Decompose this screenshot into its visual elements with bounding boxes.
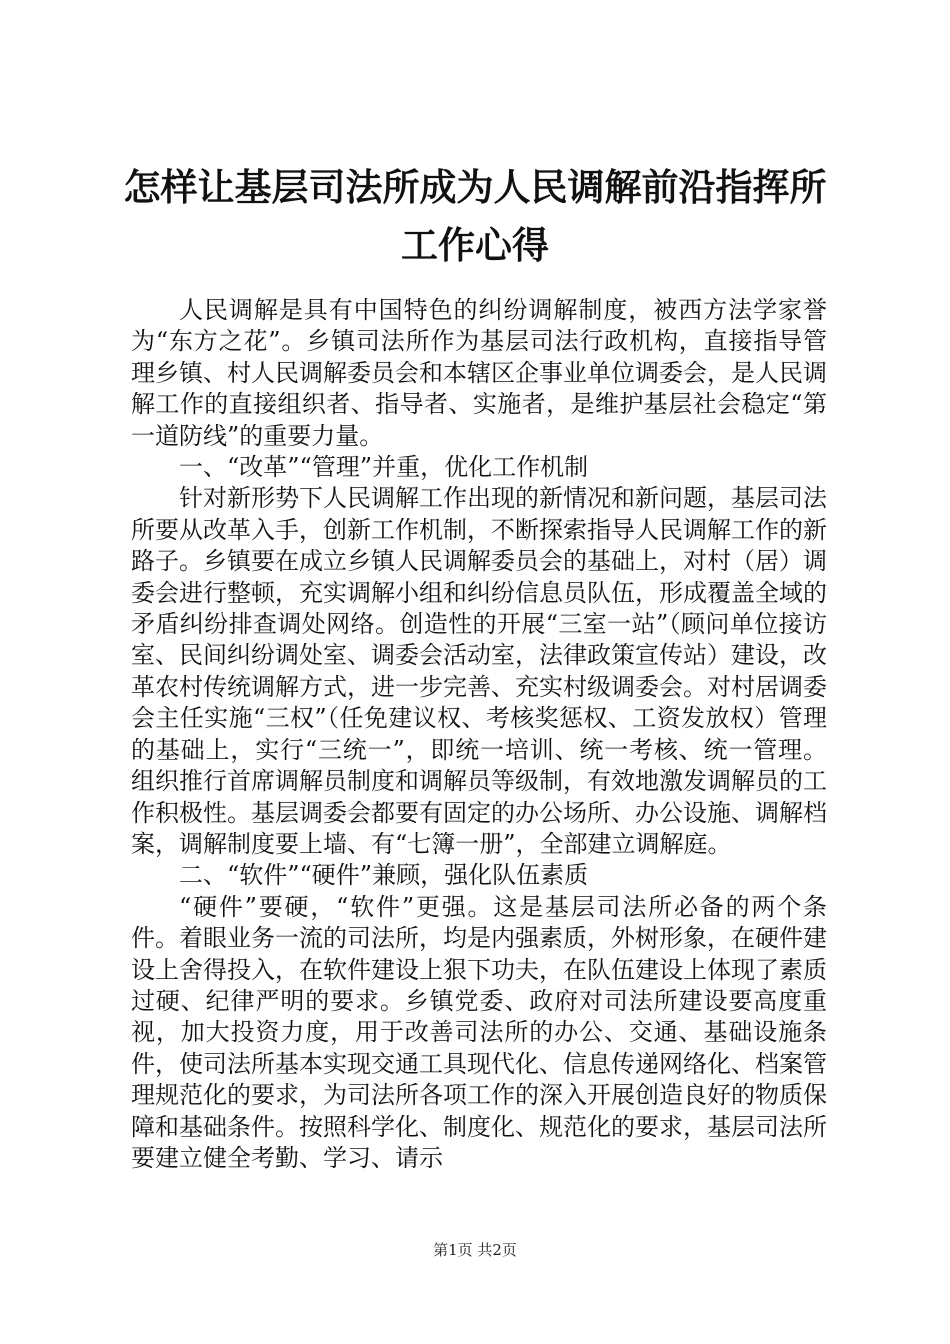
- section-heading-2: 二、“软件”“硬件”兼顾，强化队伍素质: [179, 861, 589, 890]
- section-heading-1: 一、“改革”“管理”并重，优化工作机制: [179, 453, 589, 482]
- page-footer: 第1页 共2页: [433, 1241, 517, 1259]
- paragraph-section-2: “硬件”要硬，“软件”更强。这是基层司法所必备的两个条件。着眼业务一流的司法所，均是内强素质，外树形象，在硬件建设上舍得投入，在软件建设上狠下功夫，在队伍建设上体现了素质过硬、纪律严明的要求。乡镇党委、政府对司法所建设要高度重视，加大投资力度，用于改善司法所的办公、交通、基础设施条件，使司法所基本实现交通工具现代化、信息传递网络化、档案管理规范化的要求，为司法所各项工作的深入开展创造良好的物质保障和基础条件。按照科学化、制度化、规范化的要求，基层司法所要建立健全考勤、学习、请示: [131, 892, 827, 1172]
- document-title: 怎样让基层司法所成为人民调解前沿指挥所工作心得: [123, 165, 827, 267]
- paragraph-section-1: 针对新形势下人民调解工作出现的新情况和新问题，基层司法所要从改革入手，创新工作机制，不断探索指导人民调解工作的新路子。乡镇要在成立乡镇人民调解委员会的基础上，对村（居）调委会进行整顿，充实调解小组和纠纷信息员队伍，形成覆盖全域的矛盾纠纷排查调处网络。创造性的开展“三室一站”（顾问单位接访室、民间纠纷调处室、调委会活动室，法律政策宣传站）建设，改革农村传统调解方式，进一步完善、充实村级调委会。对村居调委会主任实施“三权”（任免建议权、考核奖惩权、工资发放权）管理的基础上，实行“三统一”，即统一培训、统一考核、统一管理。组织推行首席调解员制度和调解员等级制，有效地激发调解员的工作积极性。基层调委会都要有固定的办公场所、办公设施、调解档案，调解制度要上墙、有“七簿一册”，全部建立调解庭。: [131, 484, 827, 858]
- paragraph-intro: 人民调解是具有中国特色的纠纷调解制度，被西方法学家誉为“东方之花”。乡镇司法所作为基层司法行政机构，直接指导管理乡镇、村人民调解委员会和本辖区企事业单位调委会，是人民调解工作的直接组织者、指导者、实施者，是维护基层社会稳定“第一道防线”的重要力量。: [131, 296, 827, 450]
- document-body: [131, 295, 827, 1174]
